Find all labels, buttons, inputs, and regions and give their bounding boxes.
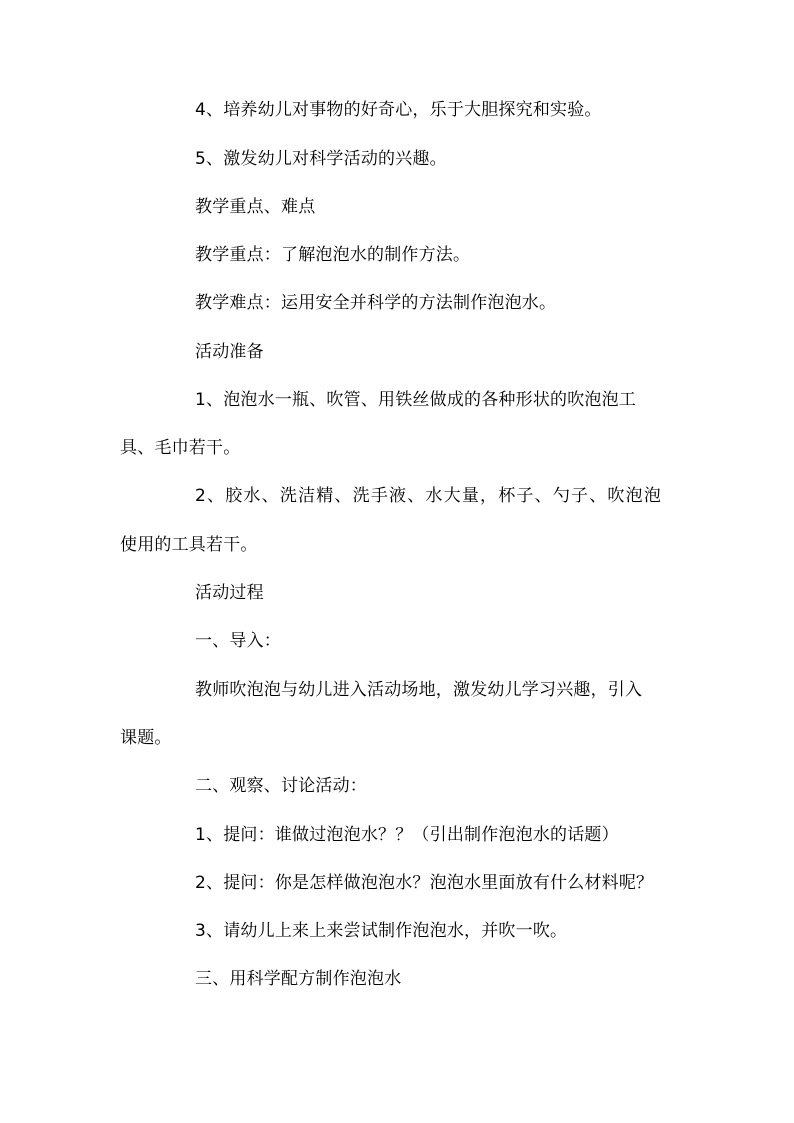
step-1-description: 教师吹泡泡与幼儿进入活动场地，激发幼儿学习兴趣，引入 [195, 680, 643, 700]
section-heading-preparation: 活动准备 [195, 342, 264, 362]
objective-5: 5、激发幼儿对科学活动的兴趣。 [195, 149, 447, 169]
preparation-item-1-continued: 具、毛巾若干。 [120, 438, 241, 458]
question-3: 3、请幼儿上来上来尝试制作泡泡水，并吹一吹。 [195, 921, 568, 941]
section-heading-key-points: 教学重点、难点 [195, 197, 316, 217]
preparation-item-1: 1、泡泡水一瓶、吹管、用铁丝做成的各种形状的吹泡泡工 [195, 390, 637, 410]
preparation-item-2: 2、胶水、洗洁精、洗手液、水大量，杯子、勺子、吹泡泡 [195, 486, 663, 506]
teaching-difficulty: 教学难点：运用安全并科学的方法制作泡泡水。 [195, 293, 557, 313]
preparation-item-2-continued: 使用的工具若干。 [120, 535, 258, 555]
teaching-focus: 教学重点：了解泡泡水的制作方法。 [195, 245, 471, 265]
objective-4: 4、培养幼儿对事物的好奇心，乐于大胆探究和实验。 [195, 100, 602, 120]
question-1: 1、提问：谁做过泡泡水？？（引出制作泡泡水的话题） [195, 825, 619, 845]
step-1-heading: 一、导入： [195, 631, 281, 651]
step-2-heading: 二、观察、讨论活动： [195, 776, 367, 796]
step-1-description-continued: 课题。 [120, 728, 172, 748]
section-heading-process: 活动过程 [195, 583, 264, 603]
question-2: 2、提问：你是怎样做泡泡水？泡泡水里面放有什么材料呢？ [195, 873, 654, 893]
step-3-heading: 三、用科学配方制作泡泡水 [195, 969, 402, 989]
